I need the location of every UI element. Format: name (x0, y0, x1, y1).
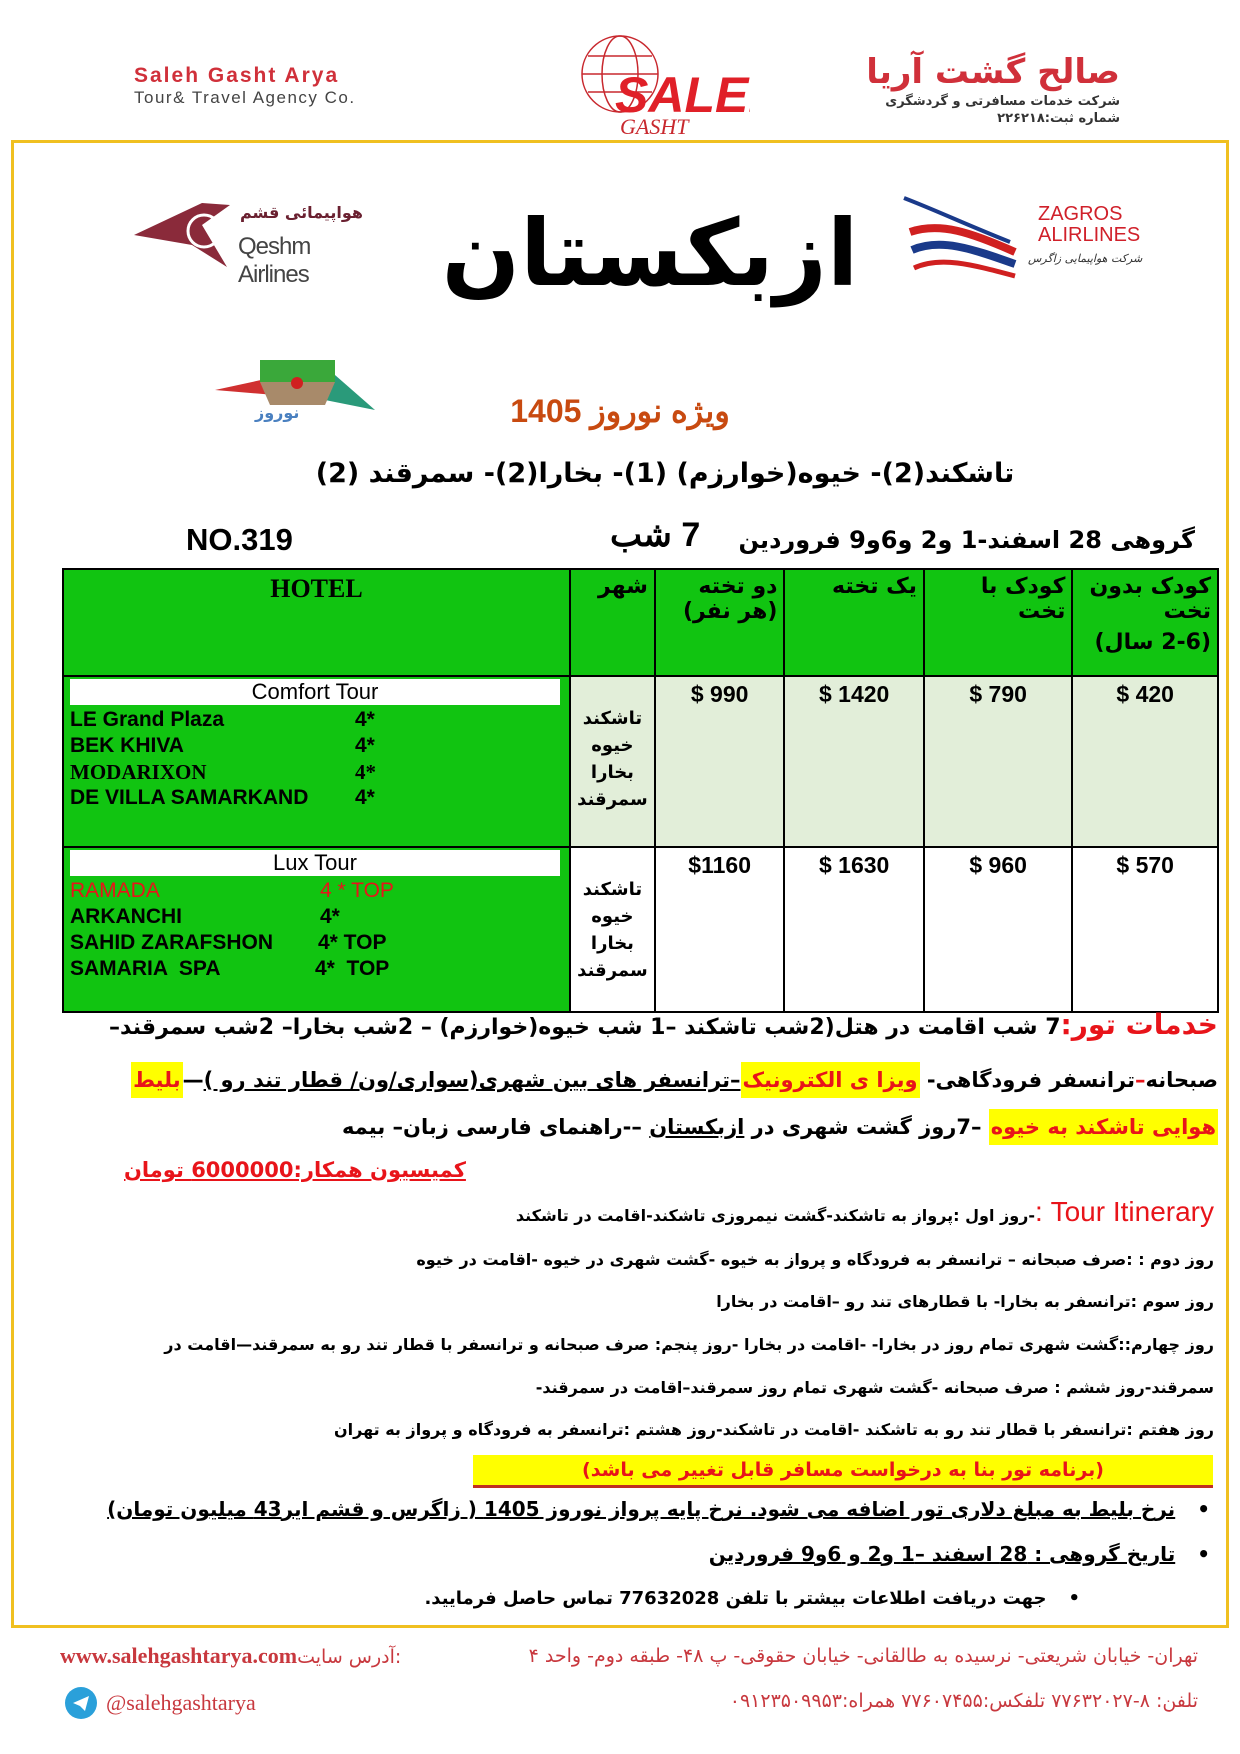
subtitle: ویژه نوروز 1405 (510, 393, 730, 429)
itinerary-line: روز چهارم::گشت شهری تمام روز در بخارا- -اقامت در بخارا -روز پنجم: صرف صبحانه و ترانسفر با قطار تند رو به سمرقند—اقامت در (164, 1335, 1214, 1354)
group-dates: گروهی 28 اسفند-1 و2 و6و9 فروردین (738, 526, 1195, 554)
hotel-item (70, 785, 563, 811)
brand-english (134, 64, 356, 108)
itinerary-text: -روز اول :پرواز به تاشکند-گشت نیمروزی تاشکند-اقامت در تاشکند (515, 1206, 1036, 1225)
brand-name-fa: صالح گشت آریا (866, 52, 1120, 92)
itinerary-line: روز هفتم :ترانسفر با قطار تند رو به تاشکند -اقامت در تاشکند-روز هشتم :ترانسفر به فرودگاه و پرواز به تهران (333, 1420, 1214, 1439)
services-heading: خدمات تور: (1060, 1008, 1218, 1041)
zagros-name-fa: شرکت هواپیمایی زاگرس (1028, 252, 1143, 265)
telegram-icon[interactable] (64, 1686, 98, 1720)
table-header-row (63, 569, 1218, 676)
hotel-stars: 4 * TOP (320, 879, 394, 902)
hotel-name: MODARIXON (70, 760, 207, 784)
hotel-cell (63, 847, 570, 1012)
commission: کمیسیون همکار:6000000 تومان (124, 1158, 466, 1182)
hotel-cell (63, 676, 570, 847)
services-text: – (1134, 1068, 1146, 1092)
table-row (63, 676, 1218, 847)
hotel-name: ARKANCHI (70, 905, 182, 928)
itinerary-heading: Tour Itinerary : (1035, 1196, 1214, 1227)
itinerary-line: سمرقند-روز ششم : صرف صبحانه -گشت شهری تمام روز سمرقند–اقامت در سمرقند- (535, 1378, 1214, 1397)
page-title: ازبکستان (441, 200, 859, 307)
header-child-nobed-label: کودک بدون تخت (1089, 574, 1211, 624)
price-child-bed: $ 960 (924, 847, 1073, 1012)
brand-registration: شماره ثبت:۲۲۶۲۱۸ (997, 111, 1120, 126)
price-child-nobed: $ 420 (1072, 676, 1218, 847)
itinerary-line: روز دوم : :صرف صبحانه – ترانسفر به فرودگاه و پرواز به خیوه -گشت شهری در خیوه -اقامت در خیوه (416, 1250, 1214, 1269)
telegram-handle[interactable]: @salehgashtarya (106, 1690, 256, 1715)
hotel-item (70, 759, 563, 785)
ticket-highlight: بلیط (131, 1062, 183, 1098)
tier-name: Comfort Tour (70, 679, 560, 705)
itinerary-line (516, 1196, 1214, 1228)
city-cell (570, 676, 655, 847)
city: بخارا (590, 933, 634, 954)
hotel-item (70, 956, 563, 982)
city: خیوه (591, 906, 634, 927)
footer-phones: تلفن: ۸-۷۷۶۳۲۰۲۷ تلفکس:۷۷۶۰۷۴۵۵ همراه:۰۹۱۲۳۵۰۹۹۵۳ (729, 1690, 1198, 1712)
bullet-text: جهت دریافت اطلاعات بیشتر با تلفن 77632028 تماس حاصل فرمایید. (424, 1588, 1047, 1609)
city: تاشکند (582, 708, 643, 729)
hotel-name: BEK KHIVA (70, 734, 184, 757)
bullet-text: تاریخ گروهی : 28 اسفند –1 و2 و 6و9 فروردین (708, 1542, 1176, 1566)
price-table (62, 568, 1219, 1013)
city: تاشکند (582, 879, 643, 900)
services-text: ترانسفر فرودگاهی- (919, 1068, 1135, 1092)
visa-highlight: ویزا ی الکترونیک (741, 1062, 920, 1098)
services-text: ازبکستان (649, 1115, 745, 1139)
hotel-stars: 4* (320, 905, 340, 928)
header-double: دو تخته (هر نفر) (655, 569, 785, 676)
hotel-stars: 4* (355, 708, 375, 731)
header-hotel: HOTEL (63, 569, 570, 676)
footer-telegram (64, 1686, 256, 1720)
footer-site (60, 1643, 401, 1669)
brand-name-en: Saleh Gasht Arya (134, 64, 340, 87)
hotel-item (70, 707, 563, 733)
nights: 7 شب (610, 516, 701, 554)
header-single: یک تخته (784, 569, 923, 676)
header-city: شهر (570, 569, 655, 676)
hotel-name: DE VILLA SAMARKAND (70, 786, 309, 809)
header-child-bed: کودک با تخت (924, 569, 1073, 676)
hotel-stars: 4* TOP (315, 957, 390, 980)
header-child-nobed (1072, 569, 1218, 676)
bullet-text: نرخ بلیط به مبلغ دلاری تور اضافه می شود. نرخ پایه پرواز نوروز 1405 ( زاگرس و قشم ایر43 میلیون تومان) (107, 1497, 1176, 1521)
itinerary-line: روز سوم :ترانسفر به بخارا- با قطارهای تند رو –اقامت در بخارا (716, 1292, 1214, 1311)
hotel-stars: 4* (355, 760, 376, 784)
hotel-name: LE Grand Plaza (70, 708, 225, 731)
price-double: $ 990 (655, 676, 785, 847)
zagros-name-2: ALIRLINES (1038, 224, 1141, 246)
hotel-item (70, 878, 563, 904)
city: خیوه (591, 735, 634, 756)
city: بخارا (590, 762, 634, 783)
services-text: –ترانسفر های بین شهری(سواری/ون/ قطار تند رو ) (203, 1068, 741, 1092)
services-line-3 (28, 1115, 1218, 1139)
hotel-stars: 4* (355, 734, 375, 757)
bullet-item: •نرخ بلیط به مبلغ دلاری تور اضافه می شود. نرخ پایه پرواز نوروز 1405 ( زاگرس و قشم ایر43 میلیون تومان) (107, 1497, 1210, 1521)
city: سمرقند (577, 789, 648, 810)
hotel-stars: 4* (355, 786, 375, 809)
price-child-nobed: $ 570 (1072, 847, 1218, 1012)
table-row (63, 847, 1218, 1012)
svg-text:SALEH: SALE (615, 67, 749, 123)
services-text: –-راهنمای فارسی زبان– بیمه (341, 1115, 650, 1139)
zagros-name-1: ZAGROS (1038, 203, 1123, 225)
flight-highlight: هوایی تاشکند به خیوه (989, 1109, 1218, 1145)
itinerary-note: (برنامه تور بنا به درخواست مسافر قابل تغییر می باشد) (473, 1455, 1213, 1488)
hotel-name: RAMADA (70, 879, 160, 902)
price-double: $1160 (655, 847, 785, 1012)
services-text: 7 شب اقامت در هتل(2شب تاشکند –1 شب خیوه(خوارزم) – 2شب بخارا– 2شب سمرقند– (108, 1015, 1061, 1040)
price-child-bed: $ 790 (924, 676, 1073, 847)
services-line-1 (28, 1008, 1218, 1041)
svg-text:GASHT: GASHT (620, 114, 689, 137)
city-cell (570, 847, 655, 1012)
qeshm-name-en: Qeshm Airlines (238, 233, 311, 288)
site-link[interactable]: www.salehgashtarya.com (60, 1643, 298, 1668)
brand-persian (866, 52, 1120, 126)
footer-address: تهران- خیابان شریعتی- نرسیده به طالقانی- خیابان حقوقی- پ ۴۸- طبقه دوم- واحد ۴ (528, 1645, 1198, 1667)
services-line-2 (28, 1068, 1218, 1092)
hotel-name: SAHID ZARAFSHON (70, 931, 273, 954)
qeshm-name-fa: هواپیمائی قشم (240, 203, 363, 222)
bullet-item: •جهت دریافت اطلاعات بیشتر با تلفن 77632028 تماس حاصل فرمایید. (424, 1588, 1080, 1609)
services-text: صبحانه (1145, 1068, 1218, 1092)
hotel-item (70, 904, 563, 930)
route: تاشکند(2)- خیوه(خوارزم) (1)- بخارا(2)- سمرقند (2) (315, 458, 1015, 489)
hotel-item (70, 733, 563, 759)
header-child-nobed-age: (2-6 سال) (1094, 630, 1211, 655)
saleh-gasht-logo (540, 32, 750, 137)
brand-sub-en: Tour& Travel Agency Co. (134, 88, 356, 107)
price-single: $ 1420 (784, 676, 923, 847)
bullet-item: •تاریخ گروهی : 28 اسفند –1 و2 و 6و9 فروردین (708, 1542, 1210, 1566)
tier-name: Lux Tour (70, 850, 560, 876)
tour-number: NO.319 (186, 522, 293, 557)
city: سمرقند (577, 960, 648, 981)
hotel-stars: 4* TOP (318, 931, 387, 954)
services-text: –7روز گشت شهری در (744, 1115, 989, 1139)
brand-sub-fa: شرکت خدمات مسافرتی و گردشگری (885, 94, 1120, 109)
price-single: $ 1630 (784, 847, 923, 1012)
globe-icon (540, 32, 750, 137)
services-text: — (182, 1068, 204, 1092)
hotel-name: SAMARIA SPA (70, 957, 221, 980)
site-label: آدرس سایت: (297, 1646, 402, 1668)
nowruz-badge: نوروز (255, 403, 300, 422)
hotel-item (70, 930, 563, 956)
